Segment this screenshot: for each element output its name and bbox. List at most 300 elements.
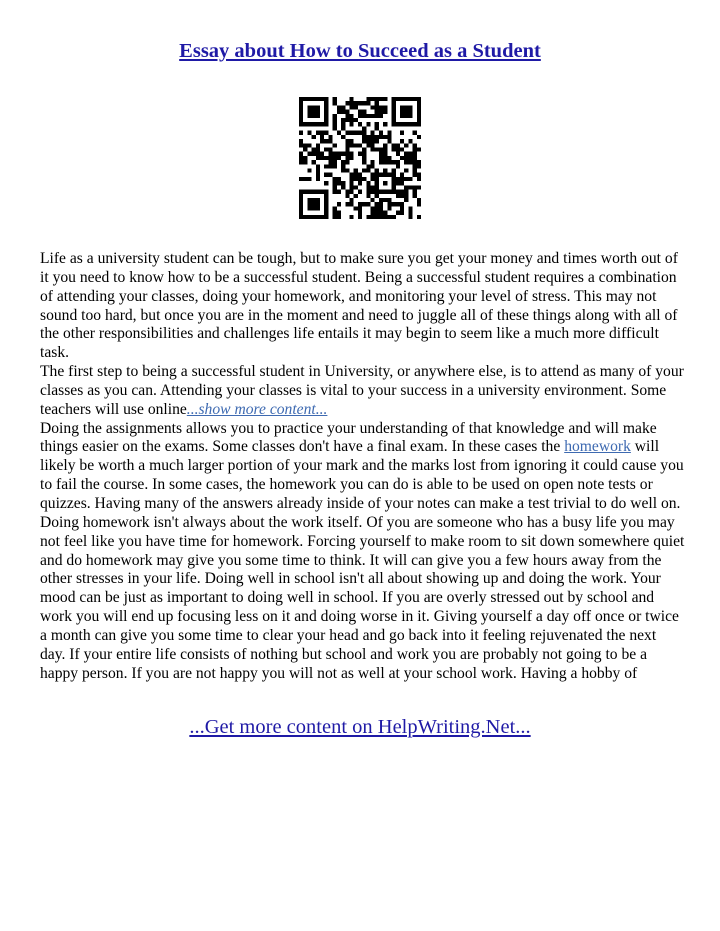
qr-module (417, 101, 421, 105)
qr-module (383, 156, 387, 160)
qr-module (333, 190, 337, 194)
qr-module (413, 169, 417, 173)
qr-module (312, 135, 316, 139)
qr-module (371, 198, 375, 202)
qr-module (417, 147, 421, 151)
qr-module (299, 118, 303, 122)
qr-module (316, 169, 320, 173)
qr-module (362, 169, 366, 173)
qr-module (396, 194, 400, 198)
qr-module (371, 185, 375, 189)
qr-module (375, 169, 379, 173)
qr-module (349, 105, 353, 109)
qr-module (324, 206, 328, 210)
qr-module (362, 135, 366, 139)
qr-module (404, 114, 408, 118)
qr-module (324, 110, 328, 114)
qr-module (366, 101, 370, 105)
qr-module (337, 131, 341, 135)
qr-module (417, 110, 421, 114)
qr-module (316, 202, 320, 206)
qr-module (345, 131, 349, 135)
qr-module (307, 110, 311, 114)
qr-module (333, 118, 337, 122)
qr-module (303, 122, 307, 126)
qr-module (413, 156, 417, 160)
qr-module (333, 160, 337, 164)
qr-module (337, 181, 341, 185)
qr-module (307, 206, 311, 210)
qr-module (383, 110, 387, 114)
qr-module (307, 190, 311, 194)
qr-module (320, 190, 324, 194)
qr-module (349, 173, 353, 177)
qr-module (299, 206, 303, 210)
qr-module (337, 156, 341, 160)
qr-module (392, 147, 396, 151)
qr-module (358, 202, 362, 206)
qr-module (316, 206, 320, 210)
qr-module (328, 135, 332, 139)
qr-module (337, 211, 341, 215)
qr-module (320, 152, 324, 156)
qr-module (396, 181, 400, 185)
qr-module (362, 202, 366, 206)
qr-module (316, 110, 320, 114)
qr-module (349, 118, 353, 122)
qr-module (362, 152, 366, 156)
qr-module (337, 110, 341, 114)
qr-module (307, 105, 311, 109)
qr-module (417, 202, 421, 206)
qr-module (354, 131, 358, 135)
qr-module (358, 181, 362, 185)
qr-module (387, 135, 391, 139)
qr-module (316, 177, 320, 181)
qr-module (379, 131, 383, 135)
qr-module (375, 139, 379, 143)
qr-module (345, 143, 349, 147)
qr-module (392, 169, 396, 173)
qr-module (312, 97, 316, 101)
qr-module (404, 160, 408, 164)
qr-module (366, 97, 370, 101)
qr-code-icon (299, 97, 421, 219)
qr-module (404, 105, 408, 109)
qr-module (379, 135, 383, 139)
qr-module (312, 105, 316, 109)
qr-module (307, 202, 311, 206)
qr-module (312, 122, 316, 126)
qr-module (316, 97, 320, 101)
qr-module (408, 156, 412, 160)
qr-module (366, 194, 370, 198)
qr-module (316, 105, 320, 109)
qr-module (362, 177, 366, 181)
qr-module (413, 97, 417, 101)
qr-module (383, 181, 387, 185)
qr-module (366, 164, 370, 168)
qr-module (371, 177, 375, 181)
qr-module (337, 177, 341, 181)
qr-module (358, 110, 362, 114)
qr-module (333, 181, 337, 185)
qr-module (387, 173, 391, 177)
qr-module (417, 164, 421, 168)
qr-module (375, 194, 379, 198)
qr-module (316, 198, 320, 202)
qr-module (354, 143, 358, 147)
qr-module (307, 131, 311, 135)
qr-module (400, 114, 404, 118)
essay-body (40, 250, 685, 683)
qr-module (408, 114, 412, 118)
qr-module (400, 194, 404, 198)
qr-module (366, 215, 370, 219)
qr-module (307, 143, 311, 147)
qr-module (392, 105, 396, 109)
qr-module (400, 139, 404, 143)
qr-module (345, 156, 349, 160)
qr-module (413, 194, 417, 198)
qr-module (316, 215, 320, 219)
qr-module (316, 156, 320, 160)
qr-module (358, 114, 362, 118)
qr-module (387, 206, 391, 210)
qr-module (408, 206, 412, 210)
qr-module (417, 177, 421, 181)
qr-module (337, 202, 341, 206)
qr-module (404, 122, 408, 126)
qr-module (354, 118, 358, 122)
qr-module (371, 164, 375, 168)
qr-module (303, 160, 307, 164)
qr-module (375, 135, 379, 139)
qr-module (328, 164, 332, 168)
qr-code-graphic (299, 97, 421, 219)
qr-module (345, 194, 349, 198)
qr-module (396, 152, 400, 156)
qr-module (379, 206, 383, 210)
qr-module (358, 177, 362, 181)
qr-module (375, 202, 379, 206)
qr-module (362, 160, 366, 164)
qr-module (392, 185, 396, 189)
qr-module (324, 147, 328, 151)
qr-module (404, 177, 408, 181)
qr-module (408, 110, 412, 114)
qr-module (349, 202, 353, 206)
qr-module (396, 190, 400, 194)
qr-module (375, 181, 379, 185)
qr-module (324, 164, 328, 168)
homework-link[interactable]: homework (564, 438, 631, 456)
qr-module (316, 143, 320, 147)
qr-module (303, 190, 307, 194)
qr-module (307, 198, 311, 202)
qr-module (341, 110, 345, 114)
qr-module (299, 160, 303, 164)
qr-module (383, 173, 387, 177)
qr-module (349, 198, 353, 202)
qr-module (404, 185, 408, 189)
qr-module (408, 185, 412, 189)
qr-module (362, 139, 366, 143)
qr-module (299, 131, 303, 135)
qr-module (396, 147, 400, 151)
qr-module (371, 215, 375, 219)
qr-module (392, 160, 396, 164)
qr-module (408, 139, 412, 143)
qr-module (299, 177, 303, 181)
qr-module (303, 177, 307, 181)
qr-module (408, 177, 412, 181)
qr-module (404, 194, 408, 198)
qr-module (383, 190, 387, 194)
qr-module (387, 131, 391, 135)
paragraph-intro: Life as a university student can be tough, but to make sure you get your money and times worth out of it you need to know how to be a successful student. Being a successful student requires a combination of attending your classes, doing your homework, and monitoring your level of stress. This may not sound too hard, but once you are in the moment and need to juggle all of these things along with all of the other responsibilities and challenges life entails it may begin to seem like a much more difficult task. (40, 250, 678, 362)
qr-module (379, 156, 383, 160)
qr-module (312, 215, 316, 219)
qr-module (375, 206, 379, 210)
qr-module (299, 97, 303, 101)
qr-module (383, 198, 387, 202)
qr-module (349, 122, 353, 126)
qr-module (417, 198, 421, 202)
paragraph-homework-text-before: Doing the assignments allows you to practice your understanding of that knowledge and will make things easier on the exams. Some classes don't have a final exam. In these cases the (40, 419, 657, 456)
show-more-link[interactable]: ...show more content... (186, 400, 328, 418)
qr-module (316, 164, 320, 168)
qr-module (371, 139, 375, 143)
qr-module (299, 194, 303, 198)
qr-module (375, 101, 379, 105)
qr-module (366, 169, 370, 173)
qr-module (371, 211, 375, 215)
qr-module (383, 160, 387, 164)
qr-module (375, 122, 379, 126)
qr-module (341, 160, 345, 164)
qr-module (387, 160, 391, 164)
qr-module (379, 152, 383, 156)
qr-module (299, 139, 303, 143)
qr-module (383, 143, 387, 147)
qr-module (324, 97, 328, 101)
get-more-content-link[interactable]: ...Get more content on HelpWriting.Net... (189, 716, 531, 738)
qr-module (371, 143, 375, 147)
qr-module (379, 198, 383, 202)
qr-module (341, 122, 345, 126)
qr-module (316, 131, 320, 135)
qr-module (413, 190, 417, 194)
qr-module (320, 131, 324, 135)
qr-module (354, 173, 358, 177)
qr-module (312, 190, 316, 194)
qr-module (324, 118, 328, 122)
qr-module (345, 147, 349, 151)
qr-module (328, 173, 332, 177)
qr-module (358, 143, 362, 147)
qr-module (392, 118, 396, 122)
qr-module (417, 185, 421, 189)
qr-module (400, 173, 404, 177)
qr-module (379, 215, 383, 219)
qr-module (333, 114, 337, 118)
qr-module (366, 114, 370, 118)
qr-module (400, 177, 404, 181)
qr-module (345, 114, 349, 118)
qr-module (324, 194, 328, 198)
qr-module (383, 97, 387, 101)
qr-module (404, 190, 408, 194)
qr-module (417, 122, 421, 126)
qr-module (354, 101, 358, 105)
qr-module (333, 126, 337, 130)
qr-module (358, 122, 362, 126)
qr-module (345, 152, 349, 156)
qr-module (383, 147, 387, 151)
qr-module (312, 160, 316, 164)
qr-module (408, 160, 412, 164)
qr-module (404, 198, 408, 202)
qr-module (413, 143, 417, 147)
qr-module (413, 122, 417, 126)
qr-module (349, 101, 353, 105)
qr-module (320, 135, 324, 139)
qr-module (400, 181, 404, 185)
qr-module (404, 110, 408, 114)
qr-module (307, 177, 311, 181)
qr-module (396, 160, 400, 164)
qr-module (324, 122, 328, 126)
document-title-link[interactable]: Essay about How to Succeed as a Student (179, 40, 541, 62)
qr-module (362, 156, 366, 160)
qr-module (303, 143, 307, 147)
qr-module (349, 185, 353, 189)
qr-module (366, 143, 370, 147)
qr-module (333, 152, 337, 156)
qr-module (328, 139, 332, 143)
qr-module (392, 97, 396, 101)
qr-module (383, 215, 387, 219)
qr-module (371, 131, 375, 135)
qr-module (303, 97, 307, 101)
qr-module (379, 160, 383, 164)
qr-module (324, 202, 328, 206)
qr-module (362, 147, 366, 151)
qr-module (316, 152, 320, 156)
qr-module (349, 97, 353, 101)
qr-module (392, 122, 396, 126)
qr-module (299, 110, 303, 114)
qr-module (371, 147, 375, 151)
qr-module (366, 139, 370, 143)
qr-module (349, 139, 353, 143)
qr-module (349, 156, 353, 160)
qr-module (333, 156, 337, 160)
qr-module (371, 105, 375, 109)
qr-module (328, 147, 332, 151)
qr-module (299, 211, 303, 215)
qr-module (324, 156, 328, 160)
qr-module (299, 156, 303, 160)
qr-module (396, 164, 400, 168)
qr-module (312, 110, 316, 114)
qr-module (417, 215, 421, 219)
qr-module (392, 143, 396, 147)
qr-module (345, 190, 349, 194)
qr-module (354, 206, 358, 210)
qr-module (324, 190, 328, 194)
qr-module (307, 97, 311, 101)
qr-module (366, 202, 370, 206)
qr-module (375, 114, 379, 118)
qr-module (366, 135, 370, 139)
qr-module (387, 139, 391, 143)
qr-module (312, 152, 316, 156)
qr-module (320, 97, 324, 101)
qr-module (404, 169, 408, 173)
qr-module (379, 202, 383, 206)
qr-module (341, 185, 345, 189)
qr-module (400, 206, 404, 210)
paragraph-homework-text-after: will likely be worth a much larger portion of your mark and the marks lost from ignoring it could cause you to fail the course. In some cases, the homework you can do is able to be used on open note tests or quizzes. Having many of the answers already inside of your notes can make a test trivial to do well on. Doing homework isn't always about the work itself. Of you are someone who has a busy life you may not feel like you have time for homework. Forcing yourself to make room to sit down somewhere quiet and do homework may give you some time to think. It will can give you a few hours away from the other stresses in your life. Doing well in school isn't all about showing up and doing the work. Your mood can be just as important to doing well in school. If you are overly stressed out by school and work you will end up focusing less on it and doing worse in it. Giving yourself a day off once or twice a month can give you some time to clear your head and go back into it feeling rejuvenated the next day. If your entire life consists of nothing but school and work you are probably not going to be a happy person. If you are not happy you will not as well at your school work. Having a hobby of (40, 438, 685, 682)
qr-module (324, 173, 328, 177)
qr-module (299, 122, 303, 126)
qr-module (379, 110, 383, 114)
qr-module (387, 215, 391, 219)
qr-module (316, 114, 320, 118)
qr-module (400, 105, 404, 109)
qr-module (383, 105, 387, 109)
qr-module (408, 97, 412, 101)
qr-module (379, 173, 383, 177)
qr-module (413, 173, 417, 177)
qr-module (299, 152, 303, 156)
qr-module (387, 190, 391, 194)
qr-module (375, 185, 379, 189)
qr-module (358, 215, 362, 219)
qr-module (400, 211, 404, 215)
qr-module (299, 202, 303, 206)
qr-module (354, 185, 358, 189)
qr-module (312, 198, 316, 202)
qr-module (371, 190, 375, 194)
qr-module (417, 97, 421, 101)
qr-module (387, 198, 391, 202)
qr-module (400, 122, 404, 126)
qr-module (408, 105, 412, 109)
qr-module (324, 211, 328, 215)
qr-module (341, 105, 345, 109)
qr-module (333, 206, 337, 210)
qr-module (341, 135, 345, 139)
qr-module (383, 211, 387, 215)
qr-module (324, 114, 328, 118)
qr-module (375, 211, 379, 215)
qr-module (324, 198, 328, 202)
qr-module (324, 131, 328, 135)
qr-module (362, 131, 366, 135)
qr-module (400, 202, 404, 206)
qr-module (392, 181, 396, 185)
qr-module (316, 122, 320, 126)
qr-module (366, 181, 370, 185)
qr-module (375, 110, 379, 114)
qr-module (383, 169, 387, 173)
qr-module (333, 177, 337, 181)
qr-module (354, 194, 358, 198)
qr-module (299, 105, 303, 109)
